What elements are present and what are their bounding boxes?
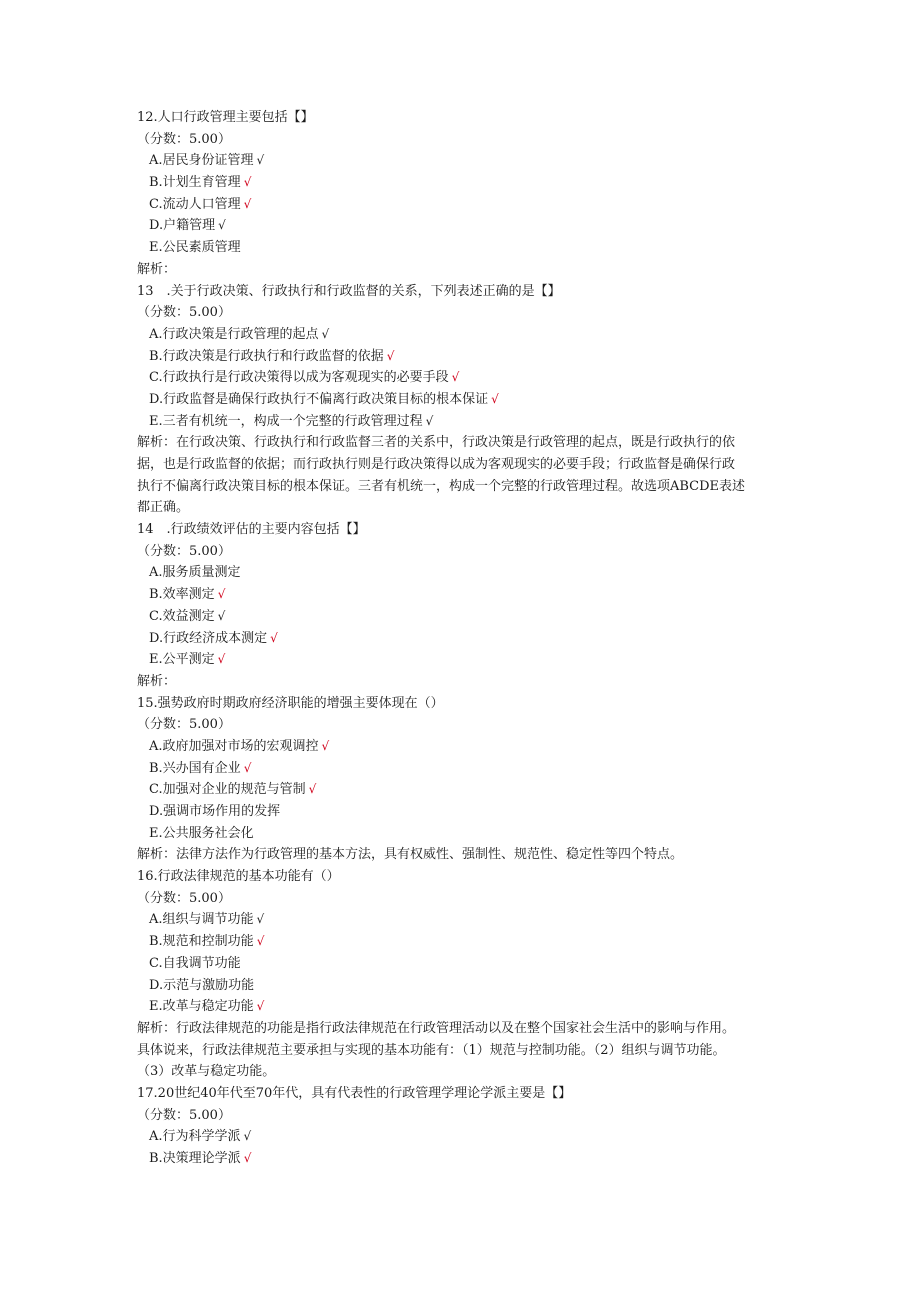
question-title: 17.20世纪40年代至70年代，具有代表性的行政管理学理论学派主要是【】 — [137, 1085, 572, 1101]
answer-option — [137, 953, 787, 975]
correct-check-icon: √ — [243, 175, 252, 190]
option-text: B.规范和控制功能 — [149, 934, 254, 950]
option-text: D.户籍管理 — [149, 218, 216, 234]
option-text: A.行政决策是行政管理的起点 — [149, 326, 319, 342]
answer-option — [137, 801, 787, 823]
selected-check-icon: √ — [218, 218, 226, 233]
option-text: C.自我调节功能 — [149, 955, 241, 971]
correct-check-icon: √ — [243, 760, 252, 775]
option-text: A.组织与调节功能 — [149, 912, 254, 928]
answer-option — [137, 996, 787, 1018]
exam-document — [137, 107, 787, 1170]
question-title: 12.人口行政管理主要包括【】 — [137, 110, 314, 125]
question-score: （分数：5.00） — [137, 717, 231, 733]
question-title: 13 .关于行政决策、行政执行和行政监督的关系，下列表述正确的是【】 — [137, 283, 561, 299]
correct-check-icon: √ — [243, 1151, 252, 1165]
answer-option — [137, 975, 787, 997]
analysis-text: 执行不偏离行政决策目标的根本保证。三者有机统一，构成一个完整的行政管理过程。故选项ABCDE表述 — [137, 478, 746, 494]
answer-option — [137, 823, 787, 845]
question-score: （分数：5.00） — [137, 543, 231, 559]
option-text: B.效率测定 — [149, 587, 215, 603]
question-block — [137, 1083, 787, 1170]
correct-check-icon: √ — [256, 934, 265, 949]
option-text: E.公共服务社会化 — [149, 825, 254, 841]
question-block — [137, 866, 787, 1083]
option-text: A.政府加强对市场的宏观调控 — [149, 738, 319, 754]
question-score: （分数：5.00） — [137, 890, 231, 906]
option-text: C.流动人口管理 — [149, 196, 241, 212]
option-text: B.计划生育管理 — [149, 175, 241, 191]
question-block — [137, 519, 787, 693]
answer-option — [137, 324, 787, 346]
answer-option — [137, 215, 787, 237]
analysis-text: 解析：法律方法作为行政管理的基本方法，具有权威性、强制性、规范性、稳定性等四个特点。 — [137, 847, 684, 863]
option-text: C.效益测定 — [149, 608, 215, 624]
option-text: C.加强对企业的规范与管制 — [149, 782, 306, 798]
answer-option — [137, 909, 787, 931]
answer-option — [137, 367, 787, 389]
selected-check-icon: √ — [256, 912, 265, 927]
option-text: D.示范与激励功能 — [149, 977, 255, 993]
selected-check-icon: √ — [256, 153, 265, 168]
analysis-text: 解析： — [137, 673, 177, 689]
correct-check-icon: √ — [451, 370, 460, 385]
question-title: 15.强势政府时期政府经济职能的增强主要体现在（） — [137, 695, 444, 711]
answer-option — [137, 736, 787, 758]
question-score: （分数：5.00） — [137, 131, 231, 147]
answer-option — [137, 1126, 787, 1148]
analysis-text: 具体说来，行政法律规范主要承担与实现的基本功能有：（1）规范与控制功能。（2）组织与调节功能。 — [137, 1042, 726, 1058]
answer-option — [137, 584, 787, 606]
correct-check-icon: √ — [321, 738, 330, 753]
selected-check-icon: √ — [425, 413, 434, 428]
question-title: 16.行政法律规范的基本功能有（） — [137, 869, 340, 885]
analysis-text: 解析：行政法律规范的功能是指行政法律规范在行政管理活动以及在整个国家社会生活中的影响与作用。 — [137, 1020, 736, 1036]
analysis-text: 都正确。 — [137, 500, 190, 516]
correct-check-icon: √ — [270, 630, 278, 645]
answer-option — [137, 150, 787, 172]
option-text: C.行政执行是行政决策得以成为客观现实的必要手段 — [149, 370, 449, 386]
analysis-text: 解析：在行政决策、行政执行和行政监督三者的关系中，行政决策是行政管理的起点，既是行政执行的依 — [137, 435, 736, 451]
correct-check-icon: √ — [243, 196, 252, 211]
option-text: B.兴办国有企业 — [149, 760, 241, 776]
option-text: A.服务质量测定 — [149, 565, 241, 581]
option-text: D.行政监督是确保行政执行不偏离行政决策目标的根本保证 — [149, 391, 489, 407]
correct-check-icon: √ — [256, 999, 265, 1014]
option-text: D.行政经济成本测定 — [149, 630, 268, 646]
answer-option — [137, 758, 787, 780]
question-title: 14 .行政绩效评估的主要内容包括【】 — [137, 522, 366, 538]
answer-option — [137, 779, 787, 801]
question-block — [137, 693, 787, 867]
answer-option — [137, 628, 787, 650]
answer-option — [137, 411, 787, 433]
answer-option — [137, 346, 787, 368]
selected-check-icon: √ — [321, 326, 330, 341]
question-score: （分数：5.00） — [137, 1107, 231, 1123]
option-text: E.公民素质管理 — [149, 240, 241, 256]
answer-option — [137, 237, 787, 259]
answer-option — [137, 172, 787, 194]
selected-check-icon: √ — [217, 608, 226, 623]
correct-check-icon: √ — [386, 348, 395, 363]
question-block — [137, 281, 787, 520]
answer-option — [137, 931, 787, 953]
analysis-text: （3）改革与稳定功能。 — [137, 1064, 276, 1080]
answer-option — [137, 194, 787, 216]
analysis-text: 据，也是行政监督的依据；而行政执行则是行政决策得以成为客观现实的必要手段；行政监督是确保行政 — [137, 457, 736, 472]
option-text: E.公平测定 — [149, 652, 215, 668]
answer-option — [137, 389, 787, 411]
answer-option — [137, 606, 787, 628]
analysis-text: 解析： — [137, 261, 177, 277]
answer-option — [137, 649, 787, 671]
selected-check-icon: √ — [243, 1129, 252, 1144]
correct-check-icon: √ — [491, 391, 499, 406]
question-score: （分数：5.00） — [137, 305, 231, 321]
option-text: A.行为科学学派 — [149, 1129, 241, 1145]
option-text: E.改革与稳定功能 — [149, 999, 254, 1015]
correct-check-icon: √ — [217, 652, 226, 667]
option-text: D.强调市场作用的发挥 — [149, 804, 281, 819]
correct-check-icon: √ — [217, 587, 226, 602]
option-text: B.行政决策是行政执行和行政监督的依据 — [149, 348, 384, 364]
option-text: B.决策理论学派 — [149, 1151, 241, 1166]
question-block — [137, 107, 787, 281]
answer-option — [137, 562, 787, 584]
correct-check-icon: √ — [308, 782, 317, 797]
option-text: A.居民身份证管理 — [149, 153, 254, 169]
answer-option — [137, 1148, 787, 1170]
option-text: E.三者有机统一，构成一个完整的行政管理过程 — [149, 413, 423, 429]
